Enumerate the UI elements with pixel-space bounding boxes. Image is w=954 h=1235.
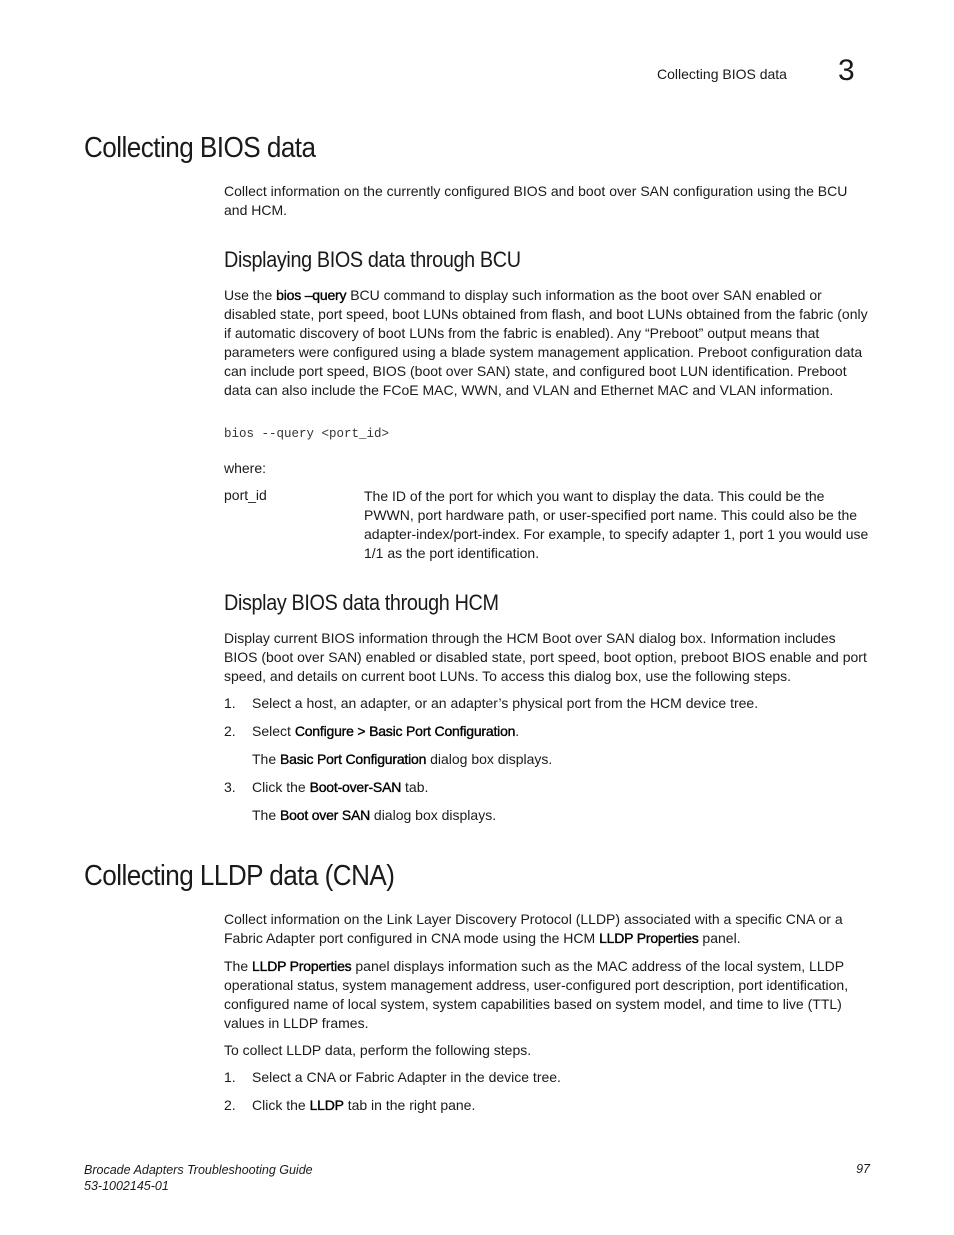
hcm-intro: Display current BIOS information through the HCM Boot over SAN dialog box. Information includes BIOS (boot over SAN) enabled or disabled state, port speed, boot option, preboot BIOS enable and port speed, and details on current boot LUNs. To access this dialog box, use the following steps. bbox=[224, 630, 867, 684]
dialog-name: Boot over SAN bbox=[280, 807, 371, 823]
lldp-paragraph-1 bbox=[224, 910, 872, 948]
lldp-p2-post: panel displays information such as the MAC address of the local system, LLDP operational status, system management address, user-configured port description, port identification, configured name of local system, system capabilities based on system model, and time to live (TTL) values in LLDP frames. bbox=[224, 958, 849, 1031]
step-note-post: dialog box displays. bbox=[370, 807, 497, 823]
step-number: 1. bbox=[224, 1069, 236, 1085]
section-bios-intro: Collect information on the currently configured BIOS and boot over SAN configuration using the BCU and HCM. bbox=[224, 183, 848, 218]
tab-name: Boot-over-SAN bbox=[309, 779, 402, 795]
step-text bbox=[252, 779, 872, 795]
dialog-name: Basic Port Configuration bbox=[280, 751, 427, 767]
step-note bbox=[252, 751, 872, 767]
bcu-paragraph-post: BCU command to display such information as the boot over SAN enabled or disabled state, port speed, boot LUNs obtained from flash, and boot LUNs obtained from the fabric (only if automatic discovery of boot LUNs from the fabric is enabled). Any “Preboot” output means that parameters were configured using a blade system management application. Preboot configuration data can include port speed, BIOS (boot over SAN) state, and configured boot LUN identification. Preboot data can also include the FCoE MAC, WWN, and VLAN and Ethernet MAC and VLAN information. bbox=[224, 287, 868, 398]
page-number: 97 bbox=[856, 1162, 870, 1176]
bcu-paragraph bbox=[224, 286, 872, 400]
panel-name: LLDP Properties bbox=[599, 930, 699, 946]
tab-name: LLDP bbox=[309, 1097, 344, 1113]
step-number: 3. bbox=[224, 779, 236, 795]
step-note bbox=[252, 807, 872, 823]
step-text-pre: Click the bbox=[252, 1097, 310, 1113]
running-header-title: Collecting BIOS data bbox=[657, 66, 787, 82]
step-text-pre: Select bbox=[252, 723, 295, 739]
step-text: Select a host, an adapter, or an adapter’s physical port from the HCM device tree. bbox=[252, 695, 759, 711]
param-definition: The ID of the port for which you want to display the data. This could be the PWWN, port hardware path, or user-specified port name. This could also be the adapter-index/port-index. For example, to specify adapter 1, port 1 you would use 1/1 as the port identification. bbox=[364, 488, 869, 561]
step-text: Select a CNA or Fabric Adapter in the device tree. bbox=[252, 1069, 561, 1085]
bcu-paragraph-pre: Use the bbox=[224, 287, 277, 303]
step-text-post: . bbox=[515, 723, 520, 739]
step-note-post: dialog box displays. bbox=[426, 751, 553, 767]
menu-path: Configure > Basic Port Configuration bbox=[294, 723, 516, 739]
where-label: where: bbox=[224, 460, 267, 476]
section-title-bios: Collecting BIOS data bbox=[84, 132, 316, 164]
lldp-p1-pre: Collect information on the Link Layer Discovery Protocol (LLDP) associated with a specific CNA or a Fabric Adapter port configured in CNA mode using the HCM bbox=[224, 911, 843, 946]
chapter-number: 3 bbox=[838, 54, 855, 87]
footer-doc-title: Brocade Adapters Troubleshooting Guide bbox=[84, 1163, 313, 1177]
step-text bbox=[252, 1097, 872, 1113]
step-number: 1. bbox=[224, 695, 236, 711]
lldp-paragraph-2 bbox=[224, 957, 872, 1033]
code-example: bios --query <port_id> bbox=[224, 427, 390, 441]
lldp-p2-pre: The bbox=[224, 958, 253, 974]
step-note-pre: The bbox=[252, 807, 281, 823]
step-number: 2. bbox=[224, 723, 236, 739]
param-term: port_id bbox=[224, 487, 267, 503]
section-title-lldp: Collecting LLDP data (CNA) bbox=[84, 860, 395, 892]
footer-doc-number: 53-1002145-01 bbox=[84, 1179, 169, 1193]
step-text-post: tab. bbox=[401, 779, 429, 795]
lldp-paragraph-3: To collect LLDP data, perform the following steps. bbox=[224, 1042, 532, 1058]
panel-name: LLDP Properties bbox=[252, 958, 352, 974]
step-text-pre: Click the bbox=[252, 779, 310, 795]
step-note-pre: The bbox=[252, 751, 281, 767]
subsection-title-hcm: Display BIOS data through HCM bbox=[224, 590, 499, 615]
step-text bbox=[252, 723, 872, 739]
lldp-p1-post: panel. bbox=[698, 930, 741, 946]
subsection-title-bcu: Displaying BIOS data through BCU bbox=[224, 247, 521, 272]
footer-doc-info bbox=[84, 1162, 313, 1194]
step-text-post: tab in the right pane. bbox=[343, 1097, 476, 1113]
step-number: 2. bbox=[224, 1097, 236, 1113]
bios-query-command: bios –query bbox=[276, 287, 347, 303]
